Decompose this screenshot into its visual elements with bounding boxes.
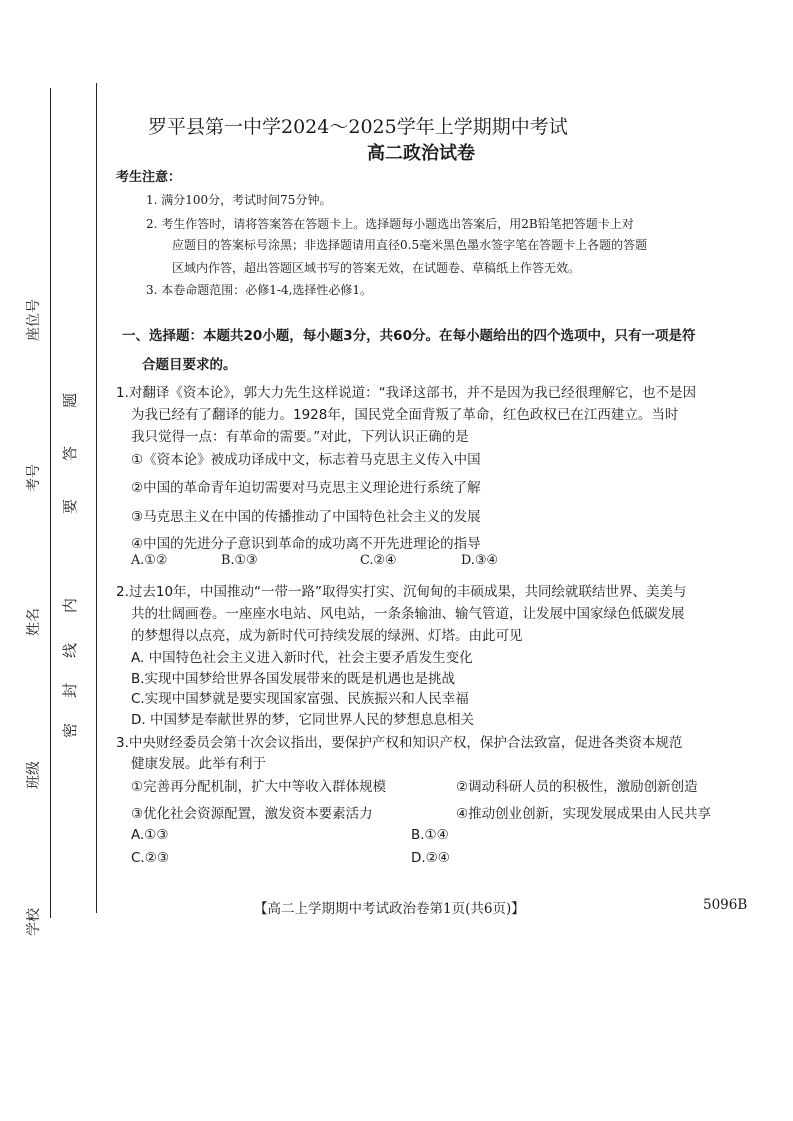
- q3-statement-3: ③优化社会资源配置，激发资本要素活力: [131, 806, 373, 822]
- notice-item-2: 2. 考生作答时，请将答案答在答题卡上。选择题每小题选出答案后，用2B铅笔把答题卡上对: [146, 217, 634, 231]
- q2-option-d: D. 中国梦是奉献世界的梦，它同世界人民的梦想息息相关: [131, 712, 474, 728]
- binding-line-left: [50, 88, 51, 918]
- binding-line-right: [96, 83, 97, 913]
- seal-mark-6: 封: [61, 682, 80, 699]
- q1-option-b: B.①③: [221, 553, 258, 568]
- q1-statement-3: ③马克思主义在中国的传播推动了中国特色社会主义的发展: [131, 509, 481, 525]
- q1-statement-4: ④中国的先进分子意识到革命的成功离不开先进理论的指导: [131, 536, 481, 552]
- notice-item-3: 3. 本卷命题范围：必修1-4,选择性必修1。: [146, 283, 373, 297]
- seal-mark-4: 内: [61, 597, 80, 614]
- name-label: 姓名: [26, 608, 42, 636]
- q1-option-d: D.③④: [461, 553, 498, 568]
- q3-option-d: D.②④: [411, 850, 450, 866]
- q2-option-c: C.实现中国梦就是要实现国家富强、民族振兴和人民幸福: [131, 691, 469, 707]
- notice-item-2-cont: 应题目的答案标号涂黑；非选择题请用直径0.5毫米黑色墨水签字笔在答题卡上各题的答题: [172, 238, 648, 252]
- seal-mark-3: 要: [61, 498, 80, 515]
- exam-subtitle: 高二政治试卷: [367, 143, 475, 164]
- q1-option-a: A.①②: [131, 553, 168, 568]
- notice-heading: 考生注意：: [116, 170, 182, 185]
- exam-title: 罗平县第一中学2024～2025学年上学期期中考试: [148, 116, 568, 138]
- q2-stem-line2: 共的壮阔画卷。一座座水电站、风电站，一条条输油、输气管道，让发展中国家绿色低碳发展: [131, 606, 685, 622]
- q1-stem-line3: 我只觉得一点：有革命的需要。”对此，下列认识正确的是: [131, 429, 469, 445]
- class-label: 班级: [26, 761, 42, 789]
- q3-stem-line1: 3.中央财经委员会第十次会议指出，要保护产权和知识产权，保护合法致富，促进各类资本规范: [116, 735, 683, 751]
- q3-option-b: B.①④: [411, 827, 449, 843]
- school-label: 学校: [26, 908, 42, 936]
- exam-number-label: 考号: [26, 464, 42, 492]
- seal-mark-7: 密: [61, 722, 80, 739]
- q3-statement-4: ④推动创业创新，实现发展成果由人民共享: [456, 806, 712, 822]
- q1-stem-line1: 1.对翻译《资本论》，郭大力先生这样说道：“我译这部书，并不是因为我已经很理解它，也不是因: [116, 385, 697, 401]
- q1-stem-line2: 为我已经有了翻译的能力。1928年，国民党全面背叛了革命，红色政权已在江西建立。当时: [131, 407, 679, 423]
- q2-stem-line1: 2.过去10年，中国推动“一带一路”取得实打实、沉甸甸的丰硕成果，共同绘就联结世界、美美与: [116, 584, 687, 600]
- section-heading-cont: 合题目要求的。: [142, 357, 237, 373]
- seat-number-label: 座位号: [26, 299, 42, 341]
- q2-option-a: A. 中国特色社会主义进入新时代，社会主要矛盾发生变化: [131, 650, 473, 666]
- notice-item-2-cont2: 区域内作答，超出答题区域书写的答案无效，在试题卷、草稿纸上作答无效。: [172, 261, 581, 275]
- page-footer: 【高二上学期期中考试政治卷第1页(共6页)】: [254, 901, 525, 917]
- q1-statement-1: ①《资本论》被成功译成中文，标志着马克思主义传入中国: [131, 452, 481, 468]
- q3-option-c: C.②③: [131, 850, 169, 866]
- notice-item-1: 1. 满分100分，考试时间75分钟。: [146, 193, 332, 207]
- q2-option-b: B.实现中国梦给世界各国发展带来的既是机遇也是挑战: [131, 671, 456, 687]
- seal-mark-5: 线: [61, 642, 80, 659]
- section-heading: 一、选择题：本题共20小题，每小题3分，共60分。在每小题给出的四个选项中，只有一项是符: [122, 328, 696, 344]
- q3-statement-1: ①完善再分配机制，扩大中等收入群体规模: [131, 779, 387, 795]
- q3-stem-line2: 健康发展。此举有利于: [131, 756, 266, 772]
- q3-statement-2: ②调动科研人员的积极性，激励创新创造: [456, 779, 698, 795]
- q3-option-a: A.①③: [131, 827, 169, 843]
- paper-code: 5096B: [703, 897, 748, 913]
- q2-stem-line3: 的梦想得以点亮，成为新时代可持续发展的绿洲、灯塔。由此可见: [131, 628, 523, 644]
- q1-option-c: C.②④: [360, 553, 397, 568]
- seal-mark-2: 答: [61, 445, 80, 462]
- q1-statement-2: ②中国的革命青年迫切需要对马克思主义理论进行系统了解: [131, 480, 481, 496]
- seal-mark-1: 题: [61, 392, 80, 409]
